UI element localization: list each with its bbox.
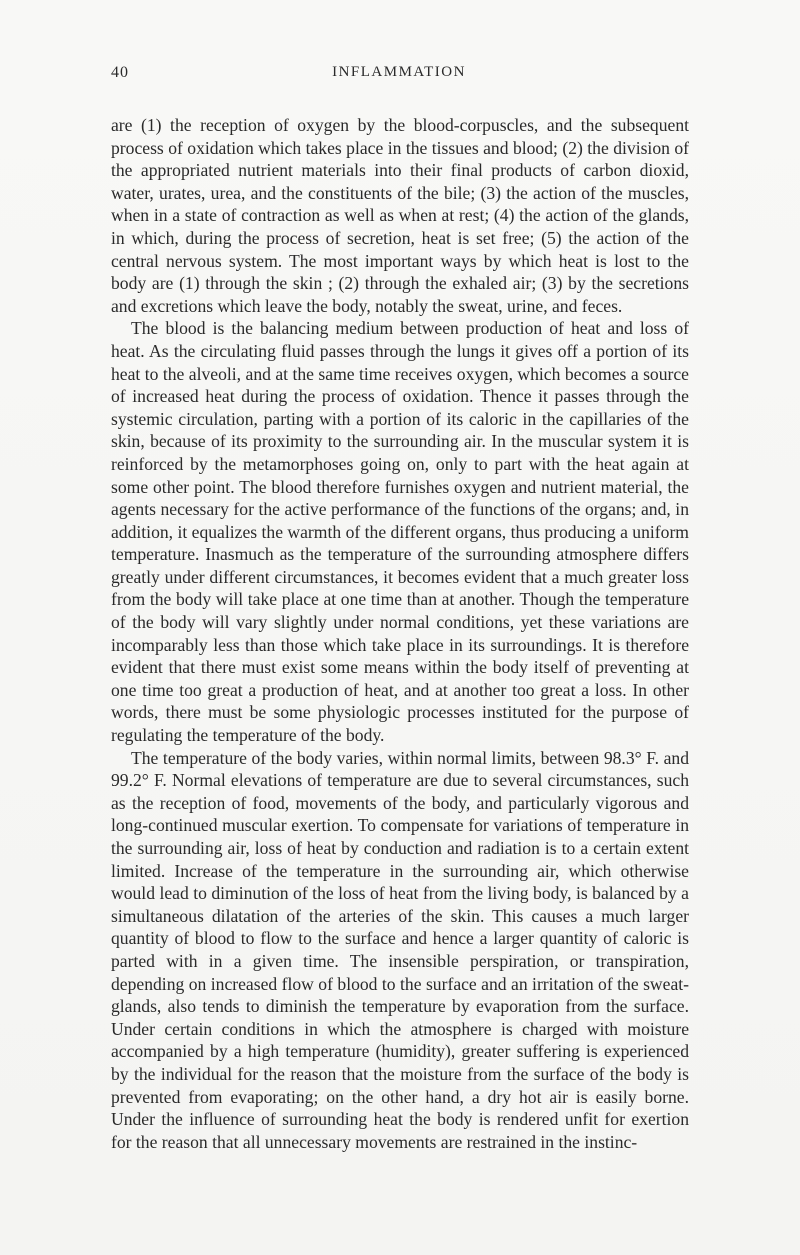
page-number: 40 [111, 64, 129, 81]
running-title: INFLAMMATION [332, 64, 466, 80]
running-head [111, 64, 687, 86]
paragraph-3: The temperature of the body varies, within normal limits, between 98.3° F. and 99.2° F. Normal elevations of temperature are due to several circumstances, such as the reception of food, movements of the body, and particularly vigorous and long-continued muscular exertion. To compensate for variations of temperature in the surrounding air, loss of heat by conduction and radiation is to a certain extent limited. Increase of the temperature in the surrounding air, which otherwise would lead to diminution of the loss of heat from the living body, is balanced by a simultaneous dilatation of the arteries of the skin. This causes a much larger quantity of blood to flow to the surface and hence a larger quantity of caloric is parted with in a given time. The insensible perspiration, or transpiration, depending on increased flow of blood to the surface and an irritation of the sweat-glands, also tends to diminish the temperature by evaporation from the surface. Under certain conditions in which the atmosphere is charged with moisture accompanied by a high temperature (humidity), greater suffering is experienced by the individual for the reason that the moisture from the surface of the body is prevented from evaporating; on the other hand, a dry hot air is easily borne. Under the influence of surrounding heat the body is rendered unfit for exertion for the reason that all unnecessary movements are restrained in the instinc- [111, 747, 689, 1152]
body-text [111, 114, 689, 1153]
paragraph-1: are (1) the reception of oxygen by the blood-corpuscles, and the subsequent process of oxidation which takes place in the tissues and blood; (2) the division of the appropriated nutrient materials into their final products of carbon dioxid, water, urates, urea, and the constituents of the bile; (3) the action of the muscles, when in a state of contraction as well as when at rest; (4) the action of the glands, in which, during the process of secretion, heat is set free; (5) the action of the central nervous system. The most important ways by which heat is lost to the body are (1) through the skin ; (2) through the exhaled air; (3) by the secretions and excretions which leave the body, notably the sweat, urine, and feces. [111, 115, 689, 316]
paragraph-2: The blood is the balancing medium between production of heat and loss of heat. As the circulating fluid passes through the lungs it gives off a portion of its heat to the alveoli, and at the same time receives oxygen, which becomes a source of increased heat during the process of oxidation. Thence it passes through the systemic circulation, parting with a portion of its caloric in the capillaries of the skin, because of its proximity to the surrounding air. In the muscular system it is reinforced by the metamorphoses going on, only to part with the heat again at some other point. The blood therefore furnishes oxygen and nutrient material, the agents necessary for the active performance of the functions of the organs; and, in addition, it equalizes the warmth of the different organs, thus producing a uniform temperature. Inasmuch as the temperature of the surrounding atmosphere differs greatly under different circumstances, it becomes evident that a much greater loss from the body will take place at one time than at another. Though the temperature of the body will vary slightly under normal conditions, yet these variations are incomparably less than those which take place in its surroundings. It is therefore evident that there must exist some means within the body itself of preventing at one time too great a production of heat, and at another too great a loss. In other words, there must be some physiologic processes instituted for the purpose of regulating the temperature of the body. [111, 318, 689, 746]
